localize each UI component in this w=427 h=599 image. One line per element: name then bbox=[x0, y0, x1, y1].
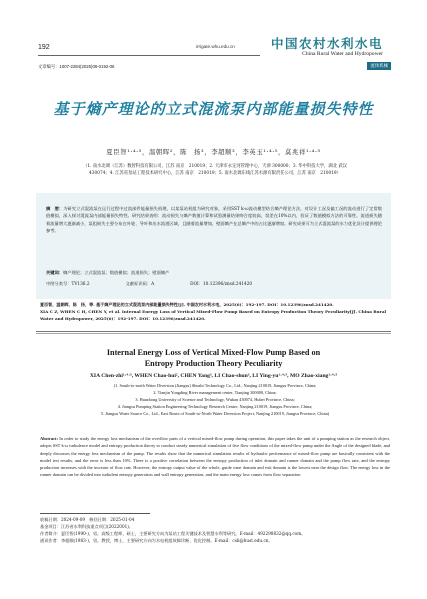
footnote-author-bio: 作者简介：夏臣智(1990-)，男，高级工程师，硕士，主要研究方向为泵站工程关键技术及智慧水利等研究。E-mail：492298832@qq.com。 bbox=[40, 531, 306, 536]
abstract-label: 摘 要： bbox=[46, 207, 64, 212]
classification-row bbox=[46, 281, 382, 288]
affiliations-cn bbox=[40, 163, 390, 177]
received-date: 收稿日期：2024-09-09 bbox=[40, 517, 86, 522]
abstract-body: 为研究立式混流泵在运行过程中过流部件能量损失机理，以某泵站机组为研究对象，采用SST k-ω流动模型结合熵产理论方法，对设计工况及偏工况的流动进行了定常数值模拟，深入探讨混流泵内部能量损失特性。研究结果表明：流动损失与熵产数值计算和试验测量结果吻合度较高，误差在10%以内，验证了数值模拟方法的可靠性。流道损失随着流量增大逐渐减小，泵组损失主要分布在叶轮、导叶和出水流道区域，且随着流量增加，壁面熵产在总熵产中的占比逐渐增加。研究成果可为立式混流泵的水力优化设计提供理论参考。 bbox=[46, 207, 382, 235]
abstract-en bbox=[40, 435, 390, 479]
journal-title-en: China Rural Water and Hydropower bbox=[302, 51, 383, 57]
affiliations-en bbox=[40, 382, 390, 417]
keywords-label: 关键词： bbox=[46, 271, 64, 276]
footnotes bbox=[40, 516, 390, 544]
divider bbox=[36, 333, 391, 334]
citation-cn bbox=[40, 302, 390, 309]
citation-block bbox=[40, 302, 390, 323]
abstract-en-body: In order to study the energy loss mechanism of the overflow parts of a vertical mixed-flow pump during operation, this paper takes the unit of a pumping station as the research object, adopts SST k-ω turbulence model and entropy production theory to conduct steady numerical simulation of five flow conditions of the mixed-flow pump under the Angle of the designed blade, and deeply discusses the energy loss mechanism of the pump. The results show that the numerical simulation results of hydraulic performance of mixed-flow pump are basically consistent with the model test results, and the error is less than 10%. There is a positive correlation between the entropy production of inlet domain and runner domain and the pump flow rate, and the entropy production increases with the increase of flow rate. However, the entropy output value of the whole, guide vane domain and exit domain is the lowest near the design flow. The energy loss in the runner domain can be divided into turbulent entropy generation and wall entropy generation, and the main energy loss comes from flow separation bbox=[40, 436, 390, 478]
document-code: 文献标识码：A bbox=[125, 282, 155, 287]
clc-number: 中图分类号：TV136.2 bbox=[46, 282, 90, 287]
affiliation-line: 430074；4. 江苏省泵站工程技术研究中心，江苏 南京 210019；5. 南水北调东线江苏水源有限责任公司，江苏 南京 210019） bbox=[89, 171, 341, 176]
affiliation-line: 5. Jiangsu Water Source Co., Ltd., East Route of South-to-North Water Diversion Project, Nanjing 210019, Jiangsu Province, China) bbox=[100, 411, 330, 417]
article-number: 文章编号：1007-2284(2025)06-0192-06 bbox=[38, 64, 115, 69]
journal-title-cn: 中国农村水利水电 bbox=[270, 36, 383, 51]
footnote-corresponding: 通讯作者：李超顺(1983-)，男，教授，博士，主要研究方向为水电机组故障诊断、优化控制。E-mail：csli@hust.edu.cn。 bbox=[40, 538, 273, 543]
footnote-fund: 基金项目：江苏省水利科技重点项目(2022001)。 bbox=[40, 524, 134, 529]
page-number: 192 bbox=[38, 44, 50, 51]
affiliation-line: (1. South-to-north Water Diversion (Jiangsu) Shuzhi Technology Co., Ltd., Nanjing 210019, Jiangsu Province, China; bbox=[113, 383, 317, 388]
affiliation-line: 4. Jiangsu Pumping Station Engineering Technology Research Centre, Nanjing 210019, Jiangsu Province, China; bbox=[117, 404, 313, 410]
title-en-line: Entropy Production Theory Peculiarity bbox=[144, 359, 283, 368]
journal-website: irrigate.whu.edu.cn bbox=[196, 44, 235, 49]
page-header bbox=[0, 0, 427, 68]
revised-date: 修回日期：2025-01-04 bbox=[89, 517, 135, 522]
authors-cn: 夏臣智¹·⁴·⁵，温朝晖²，陈 扬³，李超顺³，李英玉¹·⁴·⁵，莫兆祥¹·⁴·⁵ bbox=[106, 148, 321, 156]
article-title-en bbox=[0, 347, 427, 369]
abstract-cn bbox=[46, 206, 382, 236]
footnote-rule bbox=[40, 513, 150, 514]
abstract-en-label: Abstract: bbox=[40, 436, 58, 441]
keywords-text: 熵产理论；立式混流泵；数值模拟；流道损失；壁面熵产 bbox=[63, 271, 170, 276]
title-en-line: Internal Energy Loss of Vertical Mixed-Flow Pump Based on bbox=[106, 348, 321, 357]
affiliation-line: （1. 南水北调（江苏）数智科技有限公司，江苏 南京 210019；2. 天津市永定河管理中心，天津 300000；3. 华中科技大学，湖北 武汉 bbox=[83, 164, 347, 169]
article-title-cn: 基于熵产理论的立式混流泵内部能量损失特性 bbox=[53, 100, 374, 118]
citation-en-text: XIA C Z, WHEN C H, CHEN Y, et al. Internal Energy Loss of Vertical Mixed-Flow Pump Based on Entropy Production Theory Peculiarity[J]. China Rural Water and Hydropower, 2025(6)：192-197. DOI：10.12396/znsd.241420. bbox=[40, 308, 387, 321]
affiliation-line: 2. Tianjin Yongding River management center, Tianjing 300000, China; bbox=[153, 390, 277, 396]
keywords-cn bbox=[46, 270, 382, 277]
divider bbox=[36, 331, 391, 332]
section-badge: 流体机械 bbox=[367, 62, 391, 70]
affiliation-line: 3. Huazhong University of Science and Technology, Wuhan 430074, Hubei Province, China; bbox=[135, 397, 295, 403]
citation-en bbox=[40, 309, 390, 323]
footnote-dates bbox=[40, 516, 390, 523]
doi: DOI：10.12396/znsd.241420 bbox=[190, 282, 253, 287]
authors-en: XIA Chen-zhi¹·⁴·⁵, WHEN Chao-hui², CHEN Yang³, LI Chao-shun³, LI Ying-yu¹·⁴·⁵, MO Zhao-xiang¹·⁴·⁵ bbox=[89, 373, 338, 379]
header-rule bbox=[38, 55, 260, 56]
citation-cn-text: 夏臣智，温朝晖，陈 扬，等. 基于熵产理论的立式混流泵内部能量损失特性[J]. 中国农村水利水电，2025(6)：192-197. DOI：10.12396/znsd.241420. bbox=[40, 302, 334, 307]
